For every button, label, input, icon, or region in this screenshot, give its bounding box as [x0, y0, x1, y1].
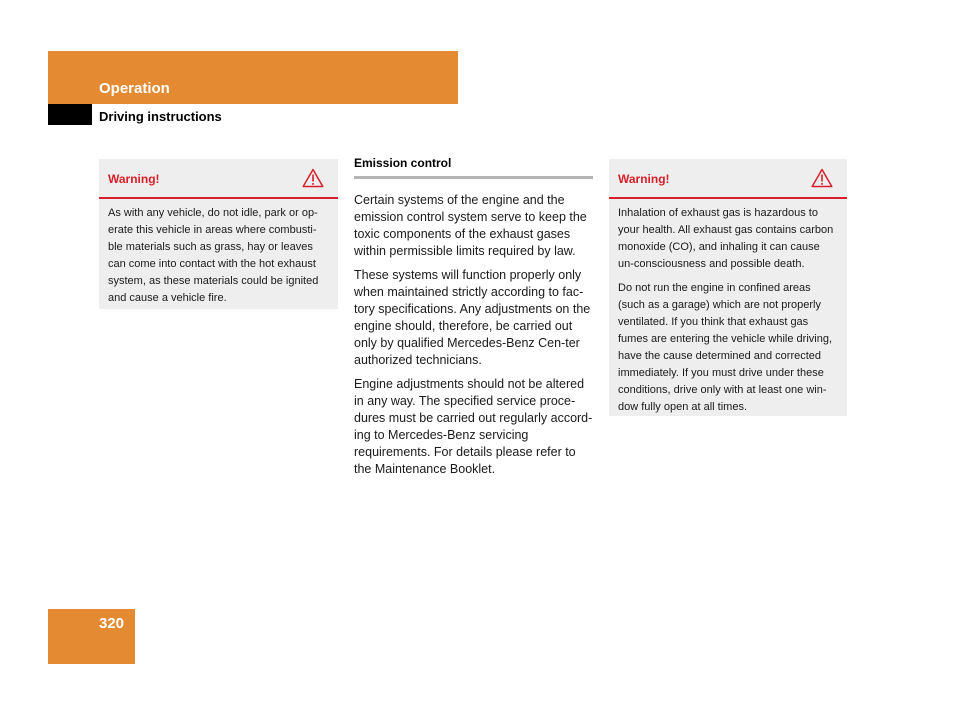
page-number: 320 — [99, 615, 125, 632]
warning-header — [609, 159, 847, 199]
header-tab-marker — [48, 104, 92, 125]
body-paragraph: These systems will function properly only when maintained strictly according to fac-tory specifications. Any adjustments on the engine should, therefore, be carried out only by qualified Mercedes-Benz Cen-ter authorized technicians. — [354, 268, 591, 367]
warning-text: Do not run the engine in confined areas (such as a garage) which are not properly ventilated. If you think that exhaust gas fumes are entering the vehicle while driving, have the cause determined and corrected immediately. If you must drive under these conditions, drive only with at least one win-dow fully open at all times. — [618, 282, 833, 413]
warning-body — [99, 199, 338, 315]
warning-text: As with any vehicle, do not idle, park or op-erate this vehicle in areas where combusti-ble materials such as grass, hay or leaves can come into contact with the hot exhaust system, as these materials could be ignited and cause a vehicle fire. — [108, 207, 319, 304]
warning-box-left — [99, 159, 338, 309]
warning-header — [99, 159, 338, 199]
warning-text: Inhalation of exhaust gas is hazardous to your health. All exhaust gas contains carbon monoxide (CO), and inhaling it can cause un-consciousness and possible death. — [618, 207, 834, 270]
warning-box-right — [609, 159, 847, 416]
section-heading: Emission control — [354, 156, 593, 179]
warning-triangle-icon — [302, 168, 324, 188]
emission-control-section — [354, 156, 593, 478]
subsection-title: Driving instructions — [99, 109, 222, 124]
section-title: Operation — [99, 80, 170, 97]
body-paragraph: Certain systems of the engine and the emission control system serve to keep the toxic components of the exhaust gases within permissible limits required by law. — [354, 193, 587, 258]
warning-title: Warning! — [618, 172, 670, 186]
warning-title: Warning! — [108, 172, 160, 186]
warning-body — [609, 199, 847, 424]
warning-triangle-icon — [811, 168, 833, 188]
body-paragraph: Engine adjustments should not be altered in any way. The specified service proce-dures must be carried out regularly accord-ing to Mercedes-Benz servicing requirements. For details please refer to the Maintenance Booklet. — [354, 377, 593, 476]
